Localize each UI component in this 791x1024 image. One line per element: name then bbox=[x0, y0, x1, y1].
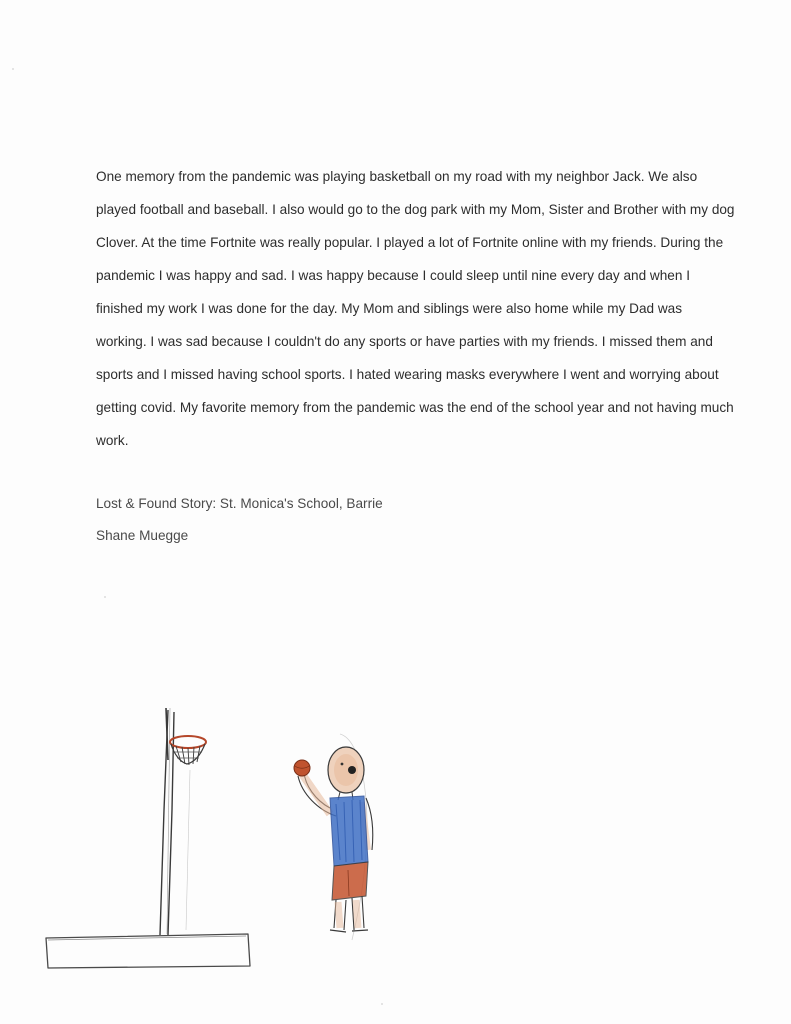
ground-base bbox=[46, 934, 250, 968]
child-drawing bbox=[40, 690, 400, 980]
scan-speck bbox=[381, 1003, 383, 1005]
scan-speck bbox=[12, 68, 14, 70]
basketball-hoop-icon bbox=[160, 708, 206, 935]
author-name: Shane Muegge bbox=[96, 528, 189, 543]
basketball-icon bbox=[294, 760, 310, 776]
story-paragraph: One memory from the pandemic was playing basketball on my road with my neighbor Jack. We also played football and baseball. I also would go to the dog park with my Mom, Sister and Brother with my dog Clover. At the time Fortnite was really popular. I played a lot of Fortnite online with my friends. During the pandemic I was happy and sad. I was happy because I could sleep until nine every day and when I finished my work I was done for the day. My Mom and siblings were also home while my Dad was working. I was sad because I couldn't do any sports or have parties with my friends. I missed them and sports and I missed having school sports. I hated wearing masks everywhere I went and worrying about getting covid. My favorite memory from the pandemic was the end of the school year and not having much work. bbox=[96, 169, 735, 448]
scan-speck bbox=[104, 596, 106, 598]
story-source-line: Lost & Found Story: St. Monica's School, Barrie bbox=[96, 496, 383, 511]
